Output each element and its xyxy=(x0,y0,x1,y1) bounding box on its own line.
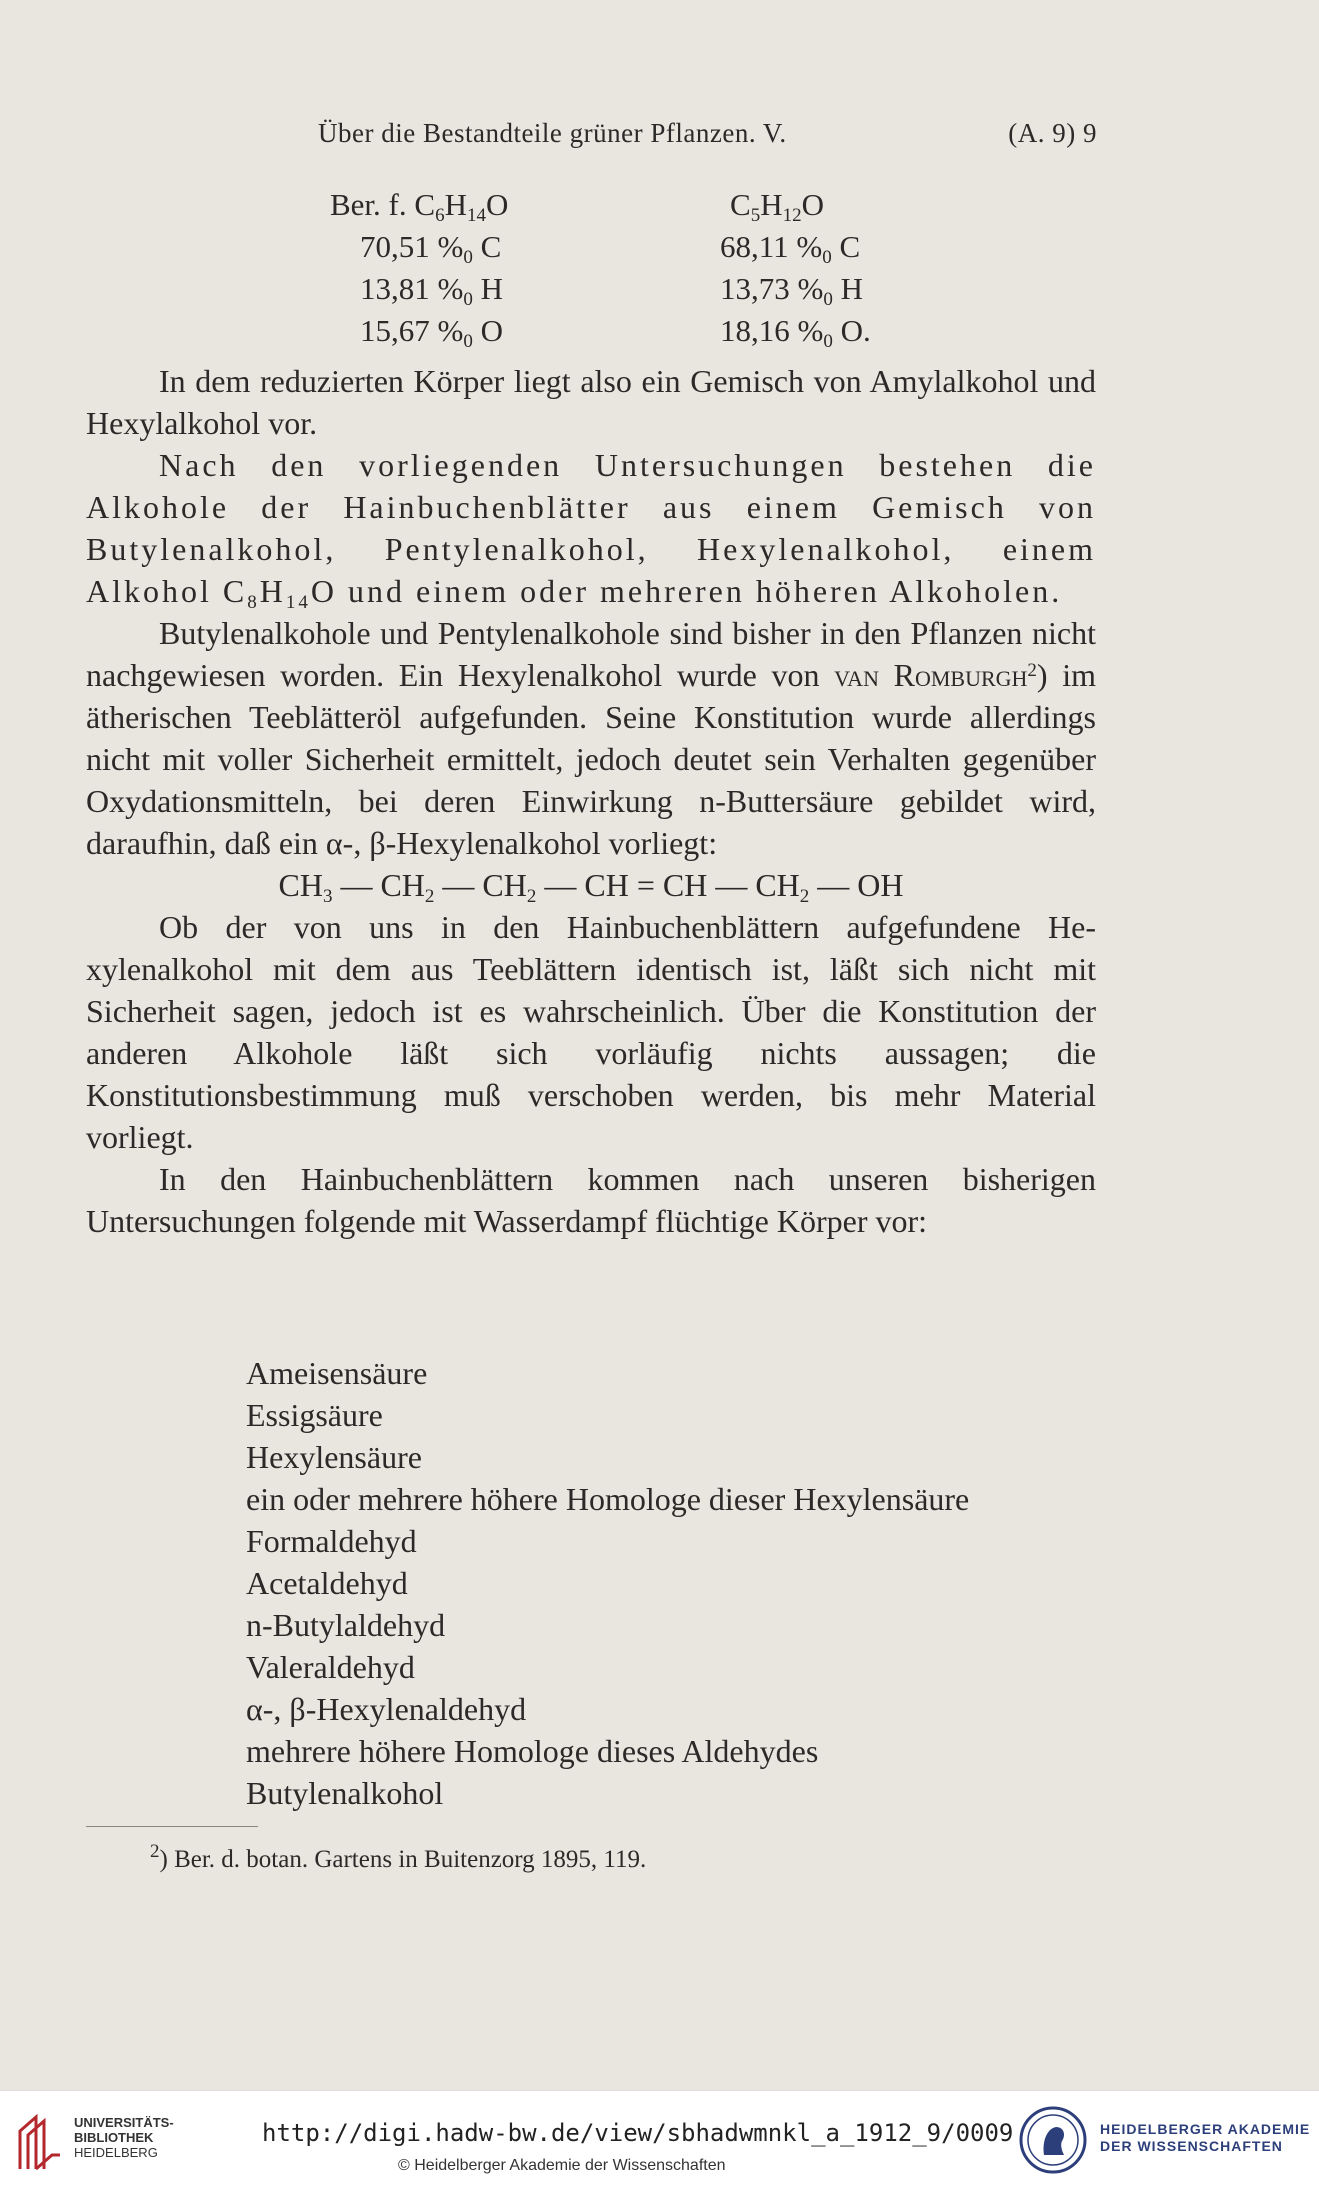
analysis-column-c6 xyxy=(330,184,508,352)
analysis-formula: $C_5H_{12}O$ xyxy=(730,187,824,226)
copyright-notice: © Heidelberger Akademie der Wissenschaften xyxy=(398,2157,726,2174)
footnote-rule xyxy=(86,1826,258,1827)
paragraph: In dem reduzierten Körper liegt also ein Gemisch von Amylalkohol und Hexylalkohol vor. xyxy=(86,363,1096,441)
list-item: Ameisensäure xyxy=(246,1355,428,1391)
analysis-row: 15,67 $\%_0$ O xyxy=(360,313,503,352)
analysis-column-c5 xyxy=(670,184,871,352)
analysis-row: 70,51 $\%_0$ C xyxy=(360,229,502,268)
analysis-row: 68,11 $\%_0$ C xyxy=(720,229,861,268)
analysis-row: 13,73 $\%_0$ H xyxy=(720,271,863,310)
permalink-url[interactable]: http://digi.hadw-bw.de/view/sbhadwmnkl_a_1912_9/0009 xyxy=(262,2119,1014,2147)
academy-seal-icon xyxy=(1018,2105,1088,2175)
analysis-row: 18,16 $\%_0$ O. xyxy=(720,313,871,352)
paragraph: In den Hainbuchenblättern kommen nach unseren bisherigen Untersuchungen folgende mit Wasserdampf flüchtige Körper vor: xyxy=(86,1161,1096,1239)
chemical-formula: $CH_3$ — $CH_2$ — $CH_2$ — CH = CH — $CH_2$ — OH xyxy=(278,867,904,907)
analysis-formula: Ber. f. $C_6H_{14}O$ xyxy=(330,187,509,226)
compound-list xyxy=(246,1352,969,1814)
body-text xyxy=(86,360,1096,1242)
paragraph: Nach den vorliegenden Untersuchungen bestehen die Alkohole der Hainbuchenblätter aus einem Gemisch von Butylenalkohol, Pentylenalkohol, Hexylenalkohol, einem Alkohol $C_8H_{14}O$ und einem oder mehreren höheren Alkoholen. xyxy=(86,447,1096,613)
paragraph: Ob der von uns in den Hainbuchenblättern aufgefundene Hexylenalkohol mit dem aus Teeblättern identisch ist, läßt sich nicht mit Sicherheit sagen, jedoch ist es wahrscheinlich. Über die Konstitution der anderen Alkohole läßt sich vorläufig nichts aussagen; die Konstitutionsbestimmung muß verschoben werden, bis mehr Material vorliegt. xyxy=(86,909,1096,1155)
list-item: Hexylensäure xyxy=(246,1439,422,1475)
list-item: Acetaldehyd xyxy=(246,1565,408,1601)
list-item: mehrere höhere Homologe dieses Aldehydes xyxy=(246,1733,819,1769)
list-item: ein oder mehrere höhere Homologe dieser Hexylensäure xyxy=(246,1481,970,1517)
paragraph: Butylenalkohole und Pentylenalkohole sind bisher in den Pflanzen nicht nachgewiesen worden. Ein Hexylenalkohol wurde von van Romburgh$^2$) im ätherischen Teeblätteröl aufgefunden. Seine Konstitution wurde allerdings nicht mit voller Sicherheit ermittelt, jedoch deutet sein Verhalten gegenüber Oxydationsmitteln, bei deren Einwirkung n-Buttersäure gebildet wird, daraufhin, daß ein α-, β-Hexylenalkohol vorliegt: xyxy=(86,615,1096,861)
list-item: α-, β-Hexylenaldehyd xyxy=(246,1691,527,1727)
university-library-logo-icon xyxy=(14,2109,64,2175)
academy-name: HEIDELBERGER AKADEMIE DER WISSENSCHAFTEN xyxy=(1100,2121,1311,2154)
list-item: n-Butylaldehyd xyxy=(246,1607,446,1643)
page-number: (A. 9) 9 xyxy=(1008,118,1097,148)
footnote: $^2$) Ber. d. botan. Gartens in Buitenzorg 1895, 119. xyxy=(150,1841,647,1873)
viewer-footer xyxy=(0,2090,1319,2190)
list-item: Formaldehyd xyxy=(246,1523,417,1559)
university-library-name: UNIVERSITÄTS- BIBLIOTHEK HEIDELBERG xyxy=(74,2115,174,2160)
list-item: Essigsäure xyxy=(246,1397,383,1433)
running-title: Über die Bestandteile grüner Pflanzen. V. xyxy=(318,118,787,148)
list-item: Butylenalkohol xyxy=(246,1775,444,1811)
analysis-row: 13,81 $\%_0$ H xyxy=(360,271,503,310)
list-item: Valeraldehyd xyxy=(246,1649,415,1685)
